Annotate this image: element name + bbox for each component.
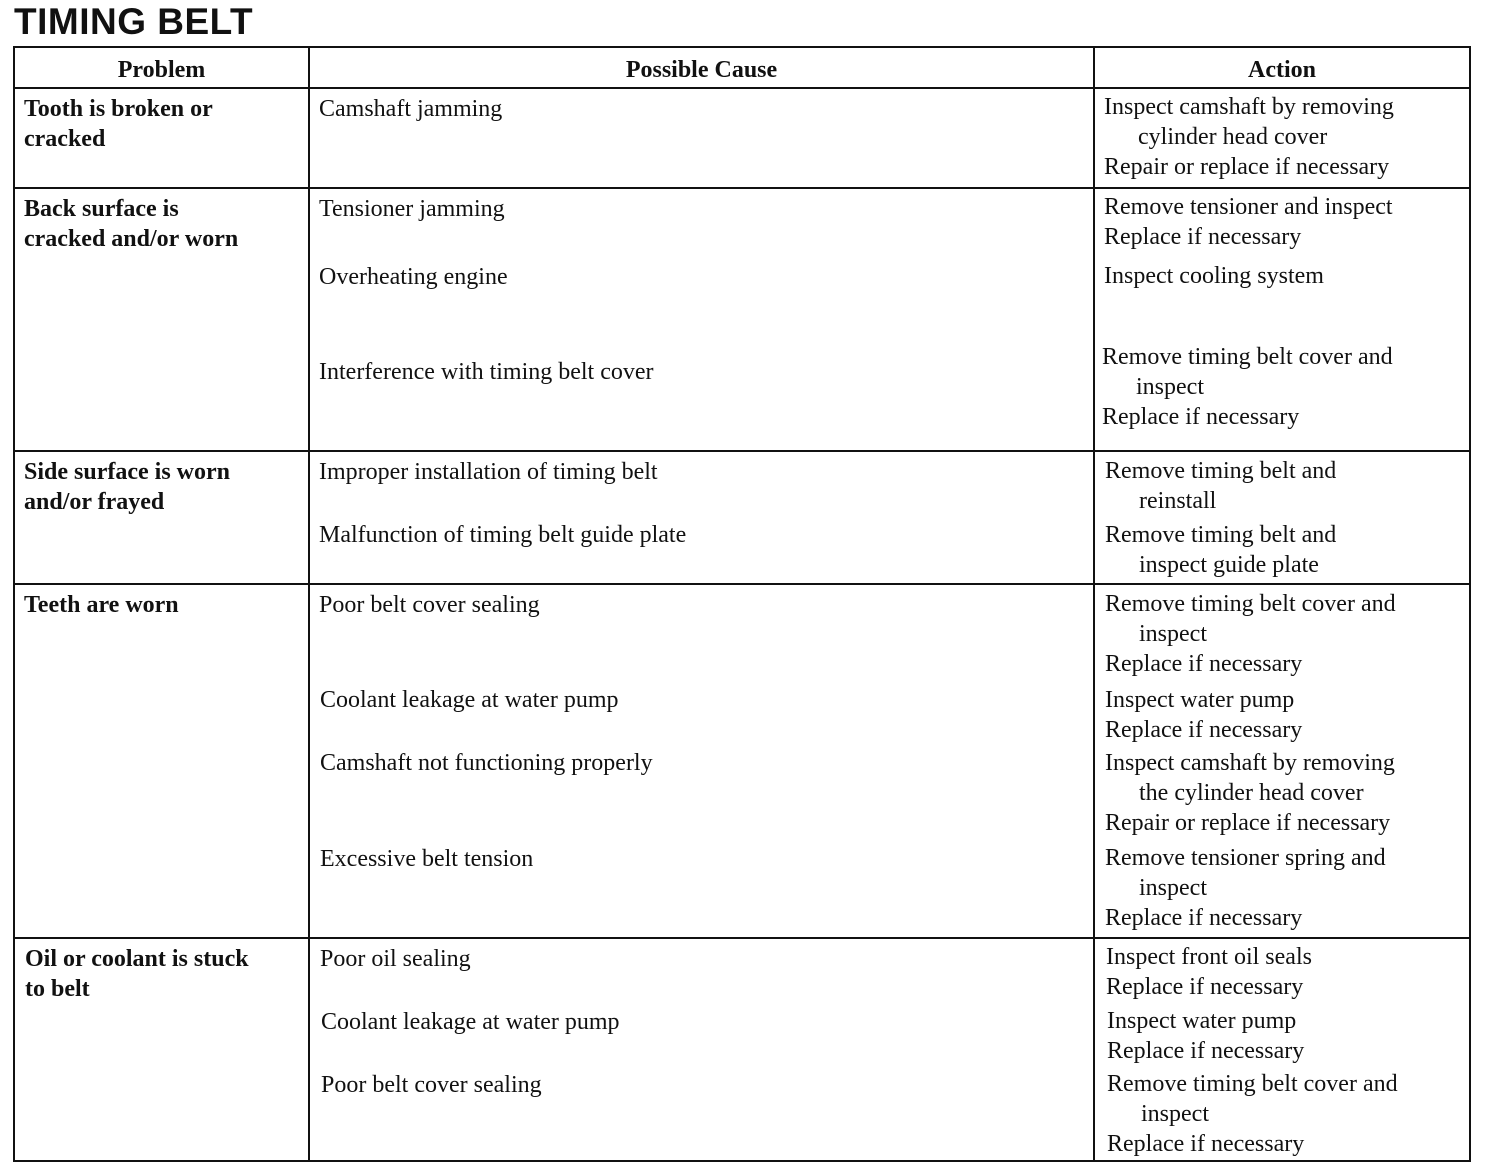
troubleshooting-table — [13, 46, 1471, 1162]
action-line: Replace if necessary — [1104, 224, 1302, 250]
problem-line: cracked and/or worn — [24, 226, 239, 252]
problem-line: Tooth is broken or — [24, 96, 213, 122]
action-cell — [1105, 685, 1302, 745]
cause-cell: Camshaft jamming — [319, 96, 503, 122]
row-divider — [15, 187, 1469, 189]
row-divider — [15, 937, 1469, 939]
cause-cell: Interference with timing belt cover — [319, 359, 654, 385]
cause-cell: Coolant leakage at water pump — [321, 1009, 620, 1035]
action-line: Inspect front oil seals — [1106, 944, 1312, 970]
page-title: TIMING BELT — [14, 1, 254, 42]
problem-cell — [25, 944, 249, 1004]
action-cell — [1105, 748, 1395, 838]
action-line: Remove tensioner spring and — [1105, 845, 1386, 871]
action-line: Inspect water pump — [1107, 1008, 1297, 1034]
problem-cell — [24, 457, 230, 517]
row-divider — [15, 583, 1469, 585]
cause-cell: Poor belt cover sealing — [319, 592, 540, 618]
problem-line: Oil or coolant is stuck — [25, 946, 249, 972]
action-line: inspect — [1136, 374, 1204, 400]
problem-line: Teeth are worn — [24, 592, 179, 618]
action-line: Replace if necessary — [1102, 404, 1300, 430]
cause-cell: Poor belt cover sealing — [321, 1072, 542, 1098]
action-line: Inspect camshaft by removing — [1105, 750, 1395, 776]
column-divider — [1093, 48, 1095, 1160]
cause-cell: Camshaft not functioning properly — [320, 750, 653, 776]
row-divider — [15, 450, 1469, 452]
problem-cell — [24, 194, 238, 254]
cause-cell: Tensioner jamming — [319, 196, 505, 222]
action-line: inspect — [1139, 621, 1207, 647]
problem-cell — [24, 590, 179, 620]
problem-line: Side surface is worn — [24, 459, 230, 485]
cause-cell: Poor oil sealing — [320, 946, 471, 972]
action-cell — [1106, 942, 1312, 1002]
action-cell — [1104, 92, 1394, 182]
action-line: inspect — [1139, 875, 1207, 901]
header-action: Action — [1248, 57, 1316, 83]
cause-cell: Malfunction of timing belt guide plate — [319, 522, 687, 548]
action-cell — [1107, 1006, 1304, 1066]
action-line: Repair or replace if necessary — [1105, 810, 1391, 836]
action-line: Inspect camshaft by removing — [1104, 94, 1394, 120]
action-line: Replace if necessary — [1105, 905, 1303, 931]
header-cause: Possible Cause — [625, 57, 778, 83]
action-line: Remove timing belt cover and — [1102, 344, 1393, 370]
cause-cell: Coolant leakage at water pump — [320, 687, 619, 713]
column-divider — [308, 48, 310, 1160]
action-line: Replace if necessary — [1107, 1131, 1305, 1157]
action-cell — [1105, 520, 1336, 580]
action-line: the cylinder head cover — [1139, 780, 1364, 806]
action-line: Inspect water pump — [1105, 687, 1295, 713]
cause-cell: Excessive belt tension — [320, 846, 534, 872]
action-line: Replace if necessary — [1107, 1038, 1305, 1064]
problem-line: Back surface is — [24, 196, 179, 222]
header-divider — [15, 87, 1469, 89]
action-line: Repair or replace if necessary — [1104, 154, 1390, 180]
action-line: Replace if necessary — [1105, 651, 1303, 677]
action-line: Remove timing belt cover and — [1105, 591, 1396, 617]
action-line: Replace if necessary — [1106, 974, 1304, 1000]
action-cell — [1105, 456, 1336, 516]
problem-line: and/or frayed — [24, 489, 165, 515]
action-line: Inspect cooling system — [1104, 263, 1324, 289]
problem-cell — [24, 94, 213, 154]
action-cell — [1104, 192, 1393, 252]
problem-line: to belt — [25, 976, 90, 1002]
action-cell — [1102, 342, 1393, 432]
action-line: cylinder head cover — [1138, 124, 1328, 150]
cause-cell: Improper installation of timing belt — [319, 459, 658, 485]
action-line: reinstall — [1139, 488, 1217, 514]
action-line: Replace if necessary — [1105, 717, 1303, 743]
action-line: inspect guide plate — [1139, 552, 1319, 578]
action-cell — [1105, 589, 1396, 679]
header-problem: Problem — [117, 57, 206, 83]
action-line: Remove tensioner and inspect — [1104, 194, 1393, 220]
cause-cell: Overheating engine — [319, 264, 508, 290]
action-cell — [1107, 1069, 1398, 1159]
action-line: inspect — [1141, 1101, 1209, 1127]
problem-line: cracked — [24, 126, 106, 152]
action-cell — [1104, 261, 1324, 291]
action-cell — [1105, 843, 1386, 933]
action-line: Remove timing belt and — [1105, 522, 1337, 548]
action-line: Remove timing belt and — [1105, 458, 1337, 484]
action-line: Remove timing belt cover and — [1107, 1071, 1398, 1097]
